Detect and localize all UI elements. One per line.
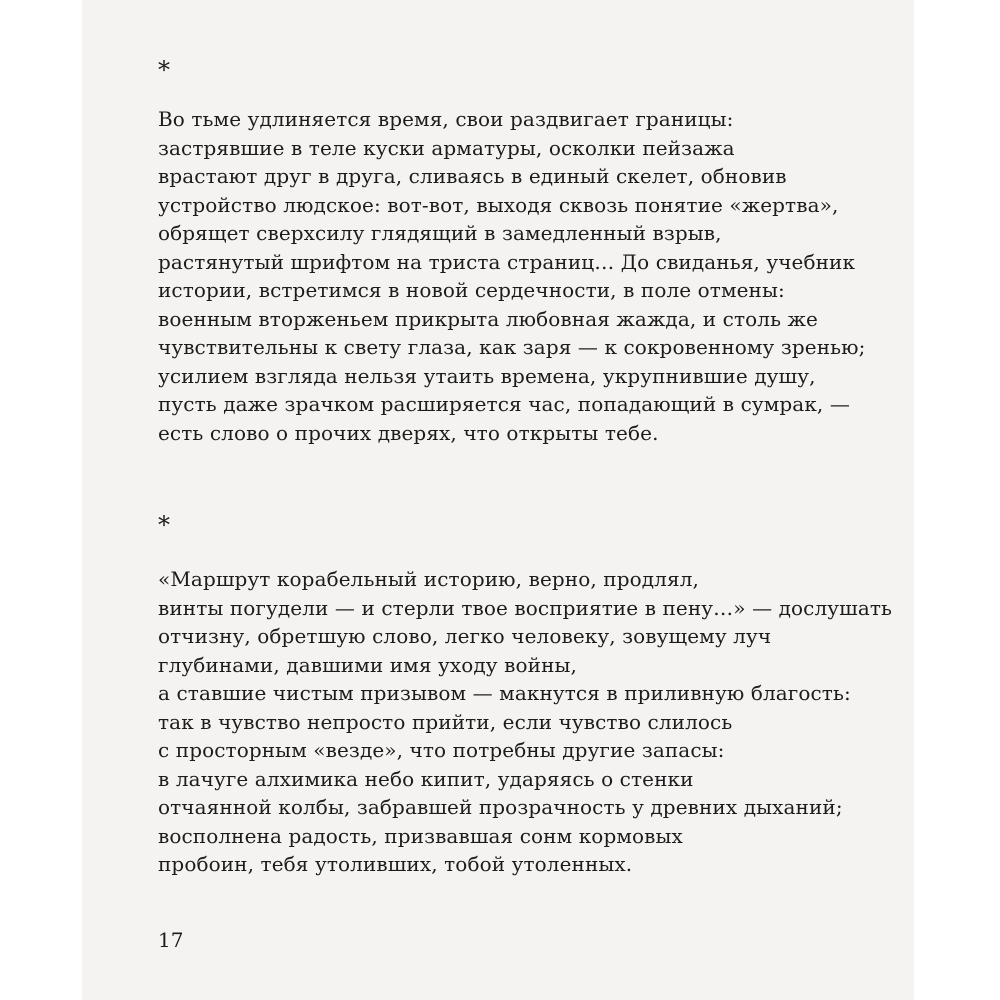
poem-line: усилием взгляда нельзя утаить времена, укрупнившие душу, xyxy=(158,363,816,388)
poem-line: военным вторженьем прикрыта любовная жажда, и столь же xyxy=(158,306,818,331)
poem-line: врастают друг в друга, сливаясь в единый скелет, обновив xyxy=(158,164,787,188)
poem-line: пробоин, тебя утоливших, тобой утоленных. xyxy=(158,852,633,876)
poem-line: есть слово о прочих дверях, что открыты тебе. xyxy=(158,420,659,445)
section-marker-2: * xyxy=(158,511,170,539)
page-number: 17 xyxy=(158,928,184,952)
poem-line: истории, встретимся в новой сердечности, в поле отмены: xyxy=(158,278,785,302)
poem-line: Во тьме удлиняется время, свои раздвигает границы: xyxy=(158,107,734,131)
poem-line: отчаянной колбы, забравшей прозрачность у древних дыханий; xyxy=(158,795,843,819)
poem-line: устройство людское: вот-вот, выходя сквозь понятие «жертва», xyxy=(158,192,839,217)
poem-line: глубинами, давшими имя уходу войны, xyxy=(158,652,577,677)
poem-line: винты погудели — и стерли твое восприятие в пену…» — дослушать xyxy=(158,595,893,620)
poem-line: так в чувство непросто прийти, если чувство слилось xyxy=(158,709,733,734)
poem-line: застрявшие в теле куски арматуры, осколки пейзажа xyxy=(158,135,735,160)
poem-line: с просторным «везде», что потребны другие запасы: xyxy=(158,738,725,762)
poem-line: а ставшие чистым призывом — макнутся в приливную благость: xyxy=(158,681,851,705)
poem-line: отчизну, обретшую слово, легко человеку, зовущему луч xyxy=(158,624,772,648)
poem-line: в лачуге алхимика небо кипит, ударяясь о стенки xyxy=(158,766,694,791)
poem-line: пусть даже зрачком расширяется час, попадающий в сумрак, — xyxy=(158,392,850,416)
poem-line: обрящет сверхсилу глядящий в замедленный взрыв, xyxy=(158,221,722,245)
book-page xyxy=(82,0,914,1000)
poem-line: «Маршрут корабельный историю, верно, продлял, xyxy=(158,567,699,591)
poem-line: чувствительны к свету глаза, как заря — к сокровенному зренью; xyxy=(158,335,866,359)
poem-stanza-2 xyxy=(158,565,892,879)
poem-line: растянутый шрифтом на триста страниц… До свиданья, учебник xyxy=(158,249,856,274)
poem-stanza-1 xyxy=(158,105,866,447)
poem-line: восполнена радость, призвавшая сонм кормовых xyxy=(158,823,683,848)
section-marker-1: * xyxy=(158,56,170,84)
